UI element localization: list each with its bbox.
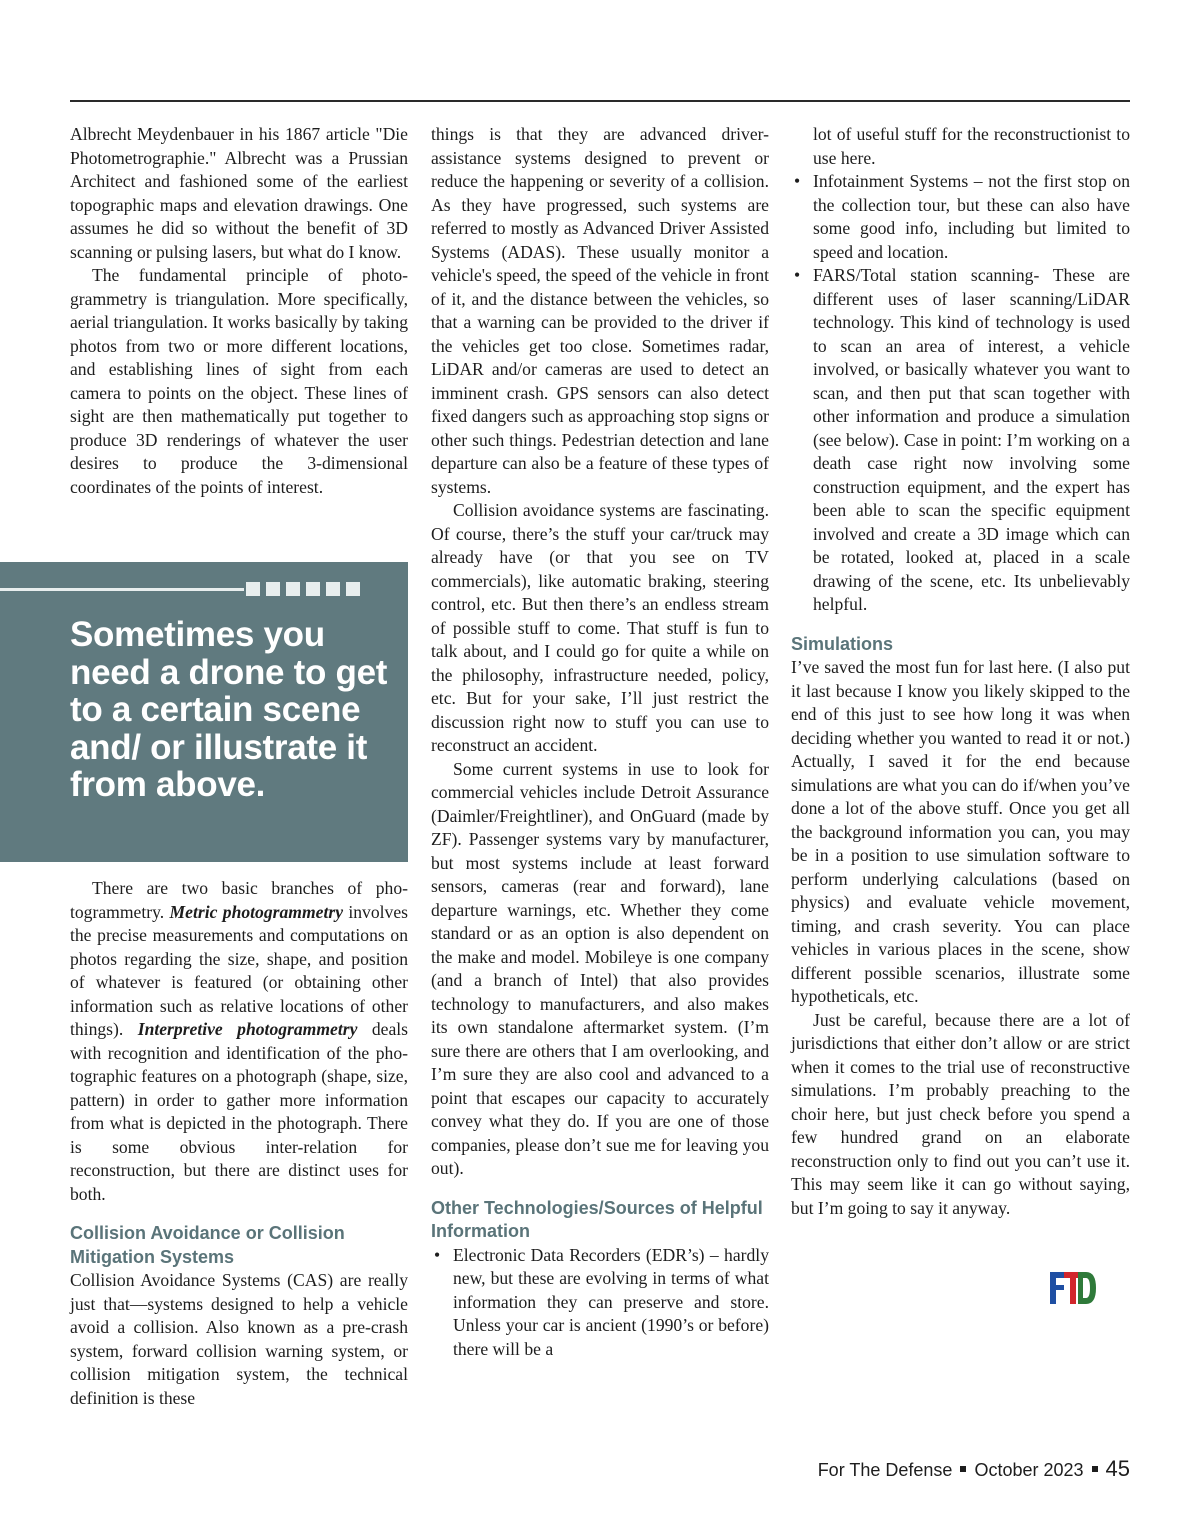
separator-dot-icon [1092, 1466, 1098, 1472]
paragraph: Some current systems in use to look for commercial vehicles include Detroit Assurance (Daimler/Freightliner), and OnGuard (made by ZF). Passenger systems vary by manufacturer, but most systems include at least forward sensors, cameras (rear and forward), lane departure warnings, etc. Whether they come standard or as an option is also dependent on the make and model. Mobileye is one company (and a branch of Intel) that also provides technology to manufacturers, and also makes its own standalone aftermarket system. (I’m sure there are others that I am overlooking, and I’m sure they are also cool and advanced to a point that escapes our capacity to accurately convey what they do. If you are one of those companies, please don’t sue me for leaving you out). [431, 758, 769, 1178]
column-1-lower [70, 877, 408, 1410]
decorative-square-icon [306, 582, 320, 596]
section-heading: Other Technologies/Sources of Helpful Information [431, 1197, 763, 1241]
text-run: involves the precise measurements and computations on photos regarding the size, shape, and position of whatever is featured (or obtaining other information such as relative locations of other things). [70, 901, 408, 1039]
bullet-list [431, 1244, 769, 1362]
decorative-line [0, 588, 244, 591]
text-run: lot of useful stuff for the reconstructionist to use here. [813, 124, 1130, 168]
column-3 [791, 123, 1130, 1220]
page-footer [818, 1456, 1130, 1482]
column-1 [70, 123, 408, 499]
paragraph [70, 877, 408, 1206]
decorative-square-icon [346, 582, 360, 596]
ftd-logo-icon [1050, 1270, 1096, 1306]
emphasis-term: Metric photogrammetry [169, 901, 343, 922]
paragraph: Collision Avoidance Systems (CAS) are really just that—systems designed to help a vehicle avoid a collision. Also known as a pre-crash system, forward collision warning system, or collision mitigation system, the technical definition is these [70, 1270, 408, 1408]
paragraph: I’ve saved the most fun for last here. (I also put it last because I know you likely skipped to the end of this just to see how long it was when deciding whether you wanted to read it or not.) Actually, I saved it for the end because simulations are what you can do if/when you’ve done a lot of the above stuff. Once you get all the background information you can, you may be in a position to use simulation software to perform underlying calculations (based on physics) and evaluate vehicle movement, timing, and crash severity. You can place vehicles in various places in the scene, show different possible scenarios, illustrate some hypotheticals, etc. [791, 657, 1130, 1006]
decorative-square-icon [246, 582, 260, 596]
emphasis-term: Interpretive photogrammetry [137, 1019, 358, 1039]
bullet-list [791, 123, 1130, 617]
pull-quote-box [0, 562, 408, 862]
header-rule [70, 100, 1130, 102]
paragraph: The fundamental principle of photogrammetry is triangulation. More specifically, aerial triangulation. It works basically by taking photos from two or more different locations, and establishing lines of sight from each camera to points on the object. These lines of sight are then mathematically put together to produce 3D renderings of whatever the user desires to produce the 3-dimensional coordinates of the points of interest. [70, 265, 408, 497]
decorative-square-icon [326, 582, 340, 596]
paragraph: Albrecht Meydenbauer in his 1867 article "Die Photometrographie." Albrecht was a Prussian Architect and fashioned some of the earliest topographic maps and elevation drawings. One assumes he did so without the benefit of 3D scanning or pulsing lasers, but what do I know. [70, 124, 408, 262]
pull-quote-text: Sometimes you need a drone to get to a certain scene and/ or illustrate it from above. [70, 615, 388, 804]
text-run: deals with recognition and identification of the photographic features on a photograph (shape, size, pattern) in order to gather more information from what is depicted in the photograph. There is some obvious inter-relation for reconstruction, but there are distinct uses for both. [70, 1019, 408, 1204]
page-number: 45 [1105, 1456, 1130, 1481]
list-item: • Electronic Data Recorders (EDR’s) – hardly new, but these are evolving in terms of what information they can preserve and store. Unless your car is ancient (1990’s or before) there will be a [431, 1244, 769, 1362]
list-item-continued [791, 123, 1130, 170]
list-item: • FARS/Total station scanning- These are different uses of laser scanning/LiDAR technology. This kind of technology is used to scan an area of interest, a vehicle involved, or basically whatever you want to scan, and then put that scan together with other information and produce a simulation (see below). Case in point: I’m working on a death case right now involving some construction equipment, and the expert has been able to scan the specific equipment involved and create a 3D image which can be rotated, looked at, placed in a scale drawing of the scene, etc. Its unbelievably helpful. [791, 264, 1130, 617]
decorative-square-icon [266, 582, 280, 596]
separator-dot-icon [960, 1466, 966, 1472]
column-2 [431, 123, 769, 1361]
paragraph: Collision avoidance systems are fascinating. Of course, there’s the stuff your car/truck may already have (or that you see on TV commercials), like automatic braking, steering control, etc. But then there’s an endless stream of possible stuff to come. That stuff is fun to talk about, and I could go for quite a while on the philosophy, infrastructure needed, policy, etc. But for your sake, I’ll just restrict the discussion right now to stuff you can use to reconstruct an accident. [431, 500, 769, 755]
list-item: • Infotainment Systems – not the first stop on the collection tour, but these can also have some good info, including but limited to speed and location. [791, 170, 1130, 264]
paragraph: Just be careful, because there are a lot of jurisdictions that either don’t allow or are strict when it comes to the trial use of reconstructive simulations. I’m probably preaching to the choir here, but just check before you spend a few hundred grand on an elaborate reconstruction only to find out you can’t use it. This may seem like it can go without saying, but I’m going to say it anyway. [791, 1009, 1130, 1218]
decorative-square-icon [286, 582, 300, 596]
publication-name: For The Defense [817, 1460, 953, 1480]
section-heading: Simulations [791, 633, 894, 654]
section-heading: Collision Avoidance or Collision Mitigation Systems [70, 1223, 345, 1267]
text-run: There are two basic branches of photogrammetry. [70, 878, 408, 922]
paragraph: things is that they are advanced driver-assistance systems designed to prevent or reduce the happening or severity of a collision. As they have progressed, such systems are referred to mostly as Advanced Driver Assisted Systems (ADAS). These usually monitor a vehicle's speed, the speed of the vehicle in front of it, and the distance between the vehicles, so that a warning can be provided to the driver if the vehicles get too close. Sometimes radar, LiDAR and/or cameras are used to detect an imminent crash. GPS sensors can also detect fixed dangers such as approaching stop signs or other such things. Pedestrian detection and lane departure can also be a feature of these types of systems. [431, 124, 769, 497]
issue-date: October 2023 [974, 1460, 1084, 1480]
